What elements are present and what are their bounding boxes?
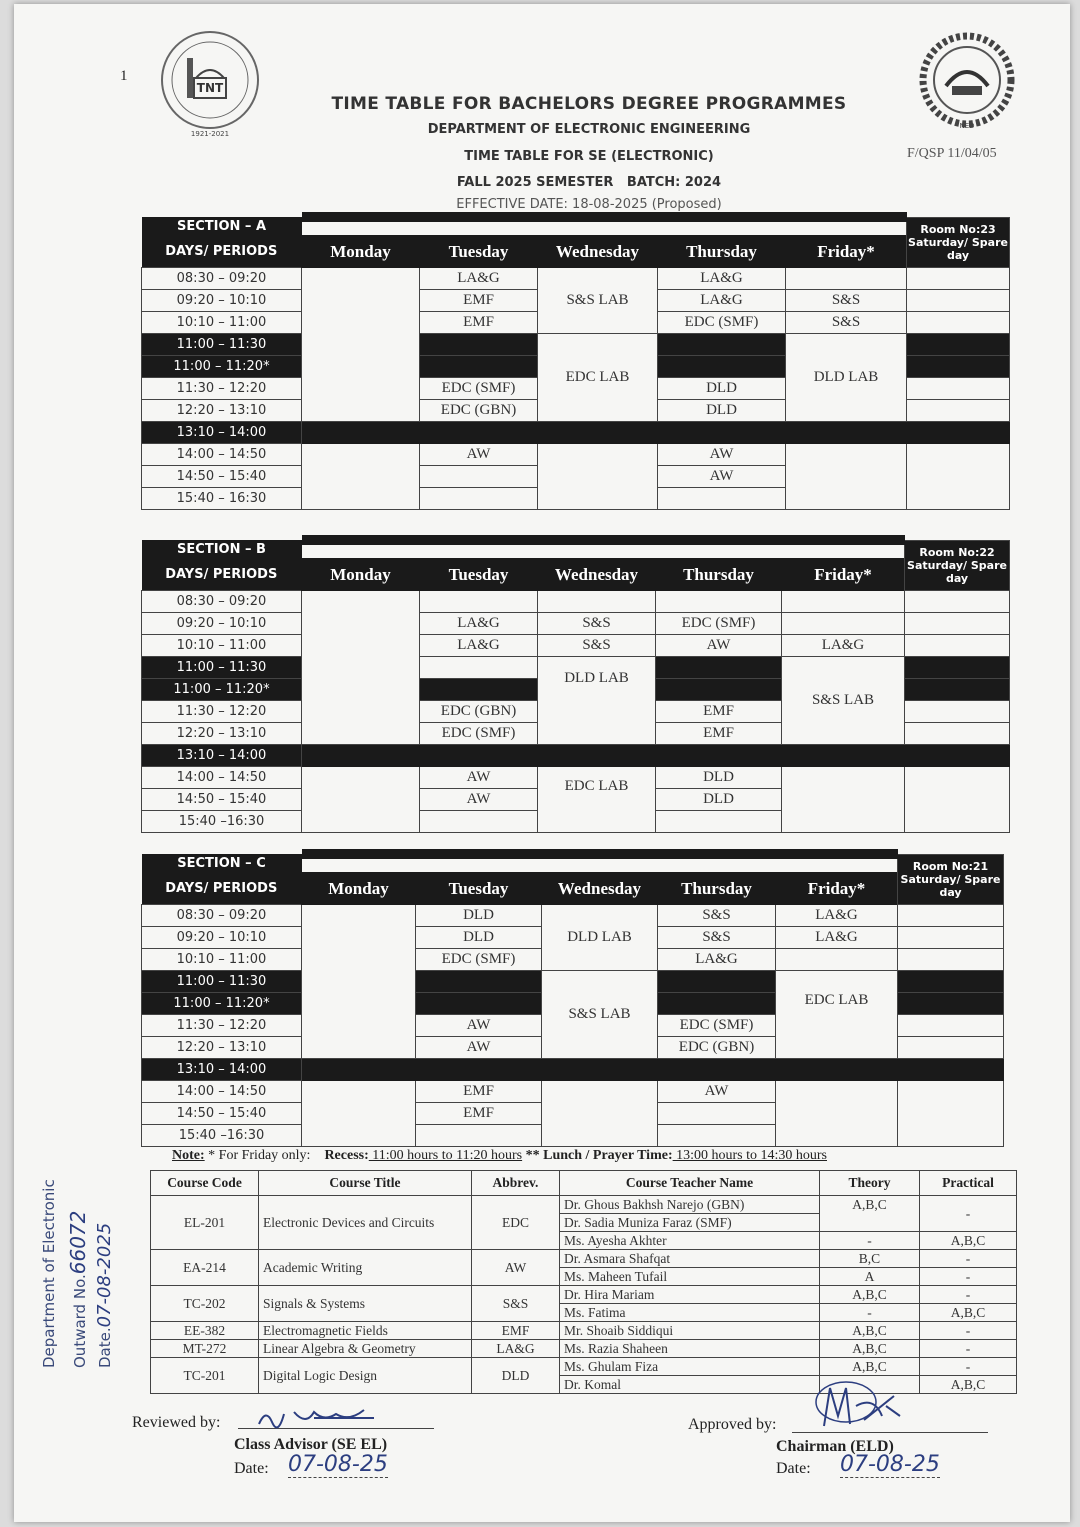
class-cell: LA&G <box>420 613 538 635</box>
day-tuesday: Tuesday <box>420 235 538 268</box>
day-friday: Friday* <box>786 235 907 268</box>
lab-cell: DLD LAB <box>542 905 658 971</box>
class-cell: AW <box>420 767 538 789</box>
spare-cell <box>905 723 1010 745</box>
break-time: 11:00 – 11:30 <box>142 971 302 993</box>
class-cell: LA&G <box>658 268 786 290</box>
class-cell: AW <box>658 1081 776 1103</box>
spare-cell <box>907 312 1010 334</box>
course-title: Electromagnetic Fields <box>259 1322 472 1340</box>
time-slot: 08:30 – 09:20 <box>142 591 302 613</box>
document-page <box>14 4 1070 1522</box>
class-cell: S&S <box>658 905 776 927</box>
outward-stamp <box>40 1154 120 1374</box>
break-cell <box>656 679 782 701</box>
spare-cell <box>905 591 1010 613</box>
teacher-name: Dr. Asmara Shafqat <box>560 1250 820 1268</box>
col-course-title: Course Title <box>259 1171 472 1196</box>
class-cell: LA&G <box>658 949 776 971</box>
university-logo-left <box>154 28 266 145</box>
class-cell <box>542 1081 658 1147</box>
theory-sections: - <box>820 1304 920 1322</box>
class-cell: EMF <box>656 701 782 723</box>
spare-cell <box>907 378 1010 400</box>
col-theory: Theory <box>820 1171 920 1196</box>
class-cell: AW <box>658 444 786 466</box>
class-cell <box>420 466 538 488</box>
lunch-row <box>302 422 1010 444</box>
practical-sections: - <box>920 1250 1017 1268</box>
practical-sections: - <box>920 1196 1017 1232</box>
break-cell <box>658 334 786 356</box>
class-cell: AW <box>656 635 782 657</box>
class-cell <box>656 811 782 833</box>
teacher-name: Dr. Hira Mariam <box>560 1286 820 1304</box>
class-cell: EDC (GBN) <box>420 400 538 422</box>
class-cell: S&S <box>538 613 656 635</box>
class-cell: LA&G <box>420 635 538 657</box>
break-cell <box>656 657 782 679</box>
section-b-room: Room No:22 Saturday/ Spare day <box>905 540 1010 591</box>
section-b-timetable <box>141 535 1010 833</box>
note-friday: * For Friday only: <box>204 1148 311 1163</box>
logo-left-year: 1921-2021 <box>190 130 230 138</box>
teacher-name: Ms. Ghulam Fiza <box>560 1358 820 1376</box>
time-slot: 10:10 – 11:00 <box>142 635 302 657</box>
section-c-timetable <box>141 849 1004 1147</box>
page-number: 1 <box>120 68 128 84</box>
spare-cell <box>905 613 1010 635</box>
break-time: 11:00 – 11:30 <box>142 657 302 679</box>
approver-date: 07-08-25 <box>840 1452 940 1477</box>
days-periods-label: DAYS/ PERIODS <box>142 872 302 905</box>
time-slot: 10:10 – 11:00 <box>142 949 302 971</box>
lab-cell: DLD LAB <box>786 334 907 422</box>
class-cell: S&S <box>786 312 907 334</box>
class-cell <box>658 1103 776 1125</box>
stamp-date: Date.07-08-2025 <box>94 1222 115 1368</box>
course-row <box>151 1250 1017 1268</box>
day-thursday: Thursday <box>658 872 776 905</box>
monday-cell <box>302 444 420 510</box>
class-cell: LA&G <box>658 290 786 312</box>
break-cell <box>416 993 542 1015</box>
time-slot: 11:30 – 12:20 <box>142 1015 302 1037</box>
break-cell <box>658 993 776 1015</box>
course-row <box>151 1358 1017 1376</box>
course-table <box>150 1170 1017 1394</box>
practical-sections: - <box>920 1340 1017 1358</box>
approver-role: Chairman (ELD) <box>776 1438 894 1455</box>
class-cell: DLD <box>658 400 786 422</box>
class-cell: EDC (SMF) <box>420 378 538 400</box>
break-cell <box>658 356 786 378</box>
break-cell <box>898 971 1004 993</box>
day-wednesday: Wednesday <box>538 558 656 591</box>
reviewer-date: 07-08-25 <box>288 1452 388 1477</box>
course-row <box>151 1322 1017 1340</box>
time-slot: 14:00 – 14:50 <box>142 444 302 466</box>
break-cell <box>658 971 776 993</box>
monday-cell <box>302 268 420 422</box>
break-cell <box>905 679 1010 701</box>
monday-cell <box>302 767 420 833</box>
time-slot: 08:30 – 09:20 <box>142 905 302 927</box>
class-cell: AW <box>658 466 786 488</box>
timing-note <box>172 1148 827 1164</box>
teacher-name: Ms. Maheen Tufail <box>560 1268 820 1286</box>
class-cell <box>776 949 898 971</box>
break-time: 11:00 – 11:30 <box>142 334 302 356</box>
day-thursday: Thursday <box>658 235 786 268</box>
class-cell: EDC (GBN) <box>658 1037 776 1059</box>
theory-sections: B,C <box>820 1250 920 1268</box>
spare-cell <box>898 949 1004 971</box>
time-slot: 08:30 – 09:20 <box>142 268 302 290</box>
course-abbr: LA&G <box>472 1340 560 1358</box>
practical-sections: - <box>920 1358 1017 1376</box>
day-tuesday: Tuesday <box>420 558 538 591</box>
course-code: TC-202 <box>151 1286 259 1322</box>
time-slot: 09:20 – 10:10 <box>142 290 302 312</box>
class-cell <box>538 444 658 510</box>
theory-sections: A,B,C <box>820 1286 920 1304</box>
days-periods-label: DAYS/ PERIODS <box>142 558 302 591</box>
class-cell <box>786 444 907 510</box>
lab-cell: EDC LAB <box>538 767 656 833</box>
class-cell: EMF <box>416 1081 542 1103</box>
lunch-time-note: 13:00 hours to 14:30 hours <box>672 1148 827 1163</box>
class-cell: DLD <box>658 378 786 400</box>
course-row <box>151 1196 1017 1214</box>
course-title: Academic Writing <box>259 1250 472 1286</box>
practical-sections: - <box>920 1286 1017 1304</box>
class-cell <box>538 591 656 613</box>
form-code: F/QSP 11/04/05 <box>907 146 997 161</box>
logo-left-text: TNT <box>196 81 224 95</box>
col-abbrev: Abbrev. <box>472 1171 560 1196</box>
monday-cell <box>302 1081 416 1147</box>
logo-right-text: NED <box>959 122 975 130</box>
day-wednesday: Wednesday <box>538 235 658 268</box>
class-cell <box>658 1125 776 1147</box>
class-cell: EMF <box>420 312 538 334</box>
spare-cell <box>907 290 1010 312</box>
course-row <box>151 1286 1017 1304</box>
class-cell: EDC (SMF) <box>420 723 538 745</box>
document-title: TIME TABLE FOR BACHELORS DEGREE PROGRAMMES <box>331 94 847 114</box>
monday-cell <box>302 905 416 1059</box>
break-time-friday: 11:00 – 11:20* <box>142 679 302 701</box>
class-cell: EDC (SMF) <box>658 312 786 334</box>
days-periods-label: DAYS/ PERIODS <box>142 235 302 268</box>
class-cell: EDC (SMF) <box>658 1015 776 1037</box>
class-cell: LA&G <box>776 905 898 927</box>
day-thursday: Thursday <box>656 558 782 591</box>
recess-time: 11:00 hours to 11:20 hours <box>368 1148 523 1163</box>
stamp-outward: Outward No.66072 <box>66 1210 90 1368</box>
theory-sections: A,B,C <box>820 1340 920 1358</box>
break-time-friday: 11:00 – 11:20* <box>142 993 302 1015</box>
practical-sections: A,B,C <box>920 1376 1017 1394</box>
col-teacher: Course Teacher Name <box>560 1171 820 1196</box>
semester-batch: FALL 2025 SEMESTER BATCH: 2024 <box>456 175 722 190</box>
break-cell <box>907 356 1010 378</box>
lunch-time: 13:10 – 14:00 <box>142 1059 302 1081</box>
section-c-label: SECTION – C <box>142 854 302 872</box>
course-abbr: AW <box>472 1250 560 1286</box>
teacher-name: Ms. Ayesha Akhter <box>560 1232 820 1250</box>
time-slot: 11:30 – 12:20 <box>142 378 302 400</box>
class-cell: S&S <box>786 290 907 312</box>
lab-cell: DLD LAB <box>538 657 656 745</box>
reviewed-by-label: Reviewed by: <box>132 1414 221 1431</box>
reviewer-date-label: Date: <box>234 1460 269 1477</box>
timetable-subtitle: TIME TABLE FOR SE (ELECTRONIC) <box>464 149 714 164</box>
theory-sections: - <box>820 1232 920 1250</box>
lab-cell: S&S LAB <box>542 971 658 1059</box>
class-cell <box>656 591 782 613</box>
class-cell <box>786 268 907 290</box>
spare-cell <box>898 1015 1004 1037</box>
class-cell <box>782 613 905 635</box>
lab-cell: EDC LAB <box>776 971 898 1059</box>
spare-cell <box>898 927 1004 949</box>
time-slot: 14:50 – 15:40 <box>142 1103 302 1125</box>
teacher-name: Ms. Fatima <box>560 1304 820 1322</box>
day-tuesday: Tuesday <box>416 872 542 905</box>
col-course-code: Course Code <box>151 1171 259 1196</box>
day-monday: Monday <box>302 872 416 905</box>
lab-cell: S&S LAB <box>538 268 658 334</box>
course-abbr: EMF <box>472 1322 560 1340</box>
break-cell <box>907 334 1010 356</box>
theory-sections: A <box>820 1268 920 1286</box>
time-slot: 09:20 – 10:10 <box>142 613 302 635</box>
break-cell <box>420 356 538 378</box>
course-abbr: S&S <box>472 1286 560 1322</box>
time-slot: 14:50 – 15:40 <box>142 789 302 811</box>
class-cell <box>420 657 538 679</box>
spare-cell <box>907 400 1010 422</box>
class-cell <box>420 488 538 510</box>
break-cell <box>420 679 538 701</box>
spare-cell <box>905 701 1010 723</box>
spare-cell <box>905 635 1010 657</box>
practical-sections: - <box>920 1322 1017 1340</box>
day-friday: Friday* <box>782 558 905 591</box>
time-slot: 12:20 – 13:10 <box>142 400 302 422</box>
time-slot: 12:20 – 13:10 <box>142 723 302 745</box>
time-slot: 15:40 – 16:30 <box>142 488 302 510</box>
course-abbr: EDC <box>472 1196 560 1250</box>
class-cell: S&S <box>538 635 656 657</box>
class-cell <box>782 591 905 613</box>
department-name: DEPARTMENT OF ELECTRONIC ENGINEERING <box>427 122 751 137</box>
course-title: Digital Logic Design <box>259 1358 472 1394</box>
section-a-timetable <box>141 212 1010 510</box>
course-title: Linear Algebra & Geometry <box>259 1340 472 1358</box>
class-cell: AW <box>420 789 538 811</box>
class-cell: S&S <box>658 927 776 949</box>
reviewer-signature-icon <box>254 1404 404 1430</box>
class-cell: EDC (SMF) <box>416 949 542 971</box>
class-cell: DLD <box>656 767 782 789</box>
monday-cell <box>302 591 420 745</box>
approver-date-label: Date: <box>776 1460 811 1477</box>
section-a-label: SECTION – A <box>142 217 302 235</box>
lab-cell: EDC LAB <box>538 334 658 422</box>
lunch-label: ** Lunch / Prayer Time: <box>525 1148 673 1163</box>
class-cell: LA&G <box>776 927 898 949</box>
lunch-time: 13:10 – 14:00 <box>142 745 302 767</box>
class-cell: EMF <box>656 723 782 745</box>
class-cell: AW <box>416 1015 542 1037</box>
class-cell: DLD <box>416 927 542 949</box>
class-cell: DLD <box>416 905 542 927</box>
recess-label: Recess: <box>324 1148 369 1163</box>
course-code: MT-272 <box>151 1340 259 1358</box>
time-slot: 14:00 – 14:50 <box>142 1081 302 1103</box>
spare-cell <box>907 268 1010 290</box>
class-cell: DLD <box>656 789 782 811</box>
break-cell <box>420 334 538 356</box>
class-cell: LA&G <box>420 268 538 290</box>
practical-sections: A,B,C <box>920 1304 1017 1322</box>
university-logo-right <box>912 30 1022 145</box>
break-time-friday: 11:00 – 11:20* <box>142 356 302 378</box>
time-slot: 12:20 – 13:10 <box>142 1037 302 1059</box>
section-c-room: Room No:21 Saturday/ Spare day <box>898 854 1004 905</box>
time-slot: 10:10 – 11:00 <box>142 312 302 334</box>
spare-cell <box>898 1037 1004 1059</box>
theory-sections: A,B,C <box>820 1196 920 1232</box>
class-cell: LA&G <box>782 635 905 657</box>
teacher-name: Dr. Sadia Muniza Faraz (SMF) <box>560 1214 820 1232</box>
lunch-time: 13:10 – 14:00 <box>142 422 302 444</box>
stamp-department: Department of Electronic <box>40 1179 58 1368</box>
course-code: EE-382 <box>151 1322 259 1340</box>
teacher-name: Mr. Shoaib Siddiqui <box>560 1322 820 1340</box>
teacher-name: Ms. Razia Shaheen <box>560 1340 820 1358</box>
spare-cell <box>907 444 1010 510</box>
time-slot: 14:00 – 14:50 <box>142 767 302 789</box>
spare-cell <box>905 767 1010 833</box>
course-code: TC-201 <box>151 1358 259 1394</box>
lunch-row <box>302 745 1010 767</box>
class-cell <box>420 591 538 613</box>
break-cell <box>905 657 1010 679</box>
class-cell <box>658 488 786 510</box>
effective-date: EFFECTIVE DATE: 18-08-2025 (Proposed) <box>456 197 722 212</box>
class-cell: EMF <box>416 1103 542 1125</box>
theory-sections: A,B,C <box>820 1358 920 1376</box>
time-slot: 09:20 – 10:10 <box>142 927 302 949</box>
course-abbr: DLD <box>472 1358 560 1394</box>
class-cell <box>776 1081 898 1147</box>
class-cell <box>782 767 905 833</box>
practical-sections: - <box>920 1268 1017 1286</box>
time-slot: 15:40 –16:30 <box>142 1125 302 1147</box>
day-friday: Friday* <box>776 872 898 905</box>
theory-sections: A,B,C <box>820 1322 920 1340</box>
day-wednesday: Wednesday <box>542 872 658 905</box>
course-code: EA-214 <box>151 1250 259 1286</box>
section-b-label: SECTION – B <box>142 540 302 558</box>
teacher-name: Dr. Ghous Bakhsh Narejo (GBN) <box>560 1196 820 1214</box>
approved-by-label: Approved by: <box>688 1416 777 1433</box>
teacher-name: Dr. Komal <box>560 1376 820 1394</box>
lunch-row <box>302 1059 1004 1081</box>
reviewer-role: Class Advisor (SE EL) <box>234 1436 388 1453</box>
section-a-room: Room No:23 Saturday/ Spare day <box>907 217 1010 268</box>
time-slot: 11:30 – 12:20 <box>142 701 302 723</box>
break-cell <box>898 993 1004 1015</box>
course-title: Electronic Devices and Circuits <box>259 1196 472 1250</box>
break-cell <box>416 971 542 993</box>
col-practical: Practical <box>920 1171 1017 1196</box>
approver-signature-icon <box>804 1376 914 1436</box>
course-code: EL-201 <box>151 1196 259 1250</box>
class-cell: AW <box>416 1037 542 1059</box>
time-slot: 15:40 –16:30 <box>142 811 302 833</box>
time-slot: 14:50 – 15:40 <box>142 466 302 488</box>
spare-cell <box>898 905 1004 927</box>
class-cell: EDC (SMF) <box>656 613 782 635</box>
class-cell: EMF <box>420 290 538 312</box>
spare-cell <box>898 1081 1004 1147</box>
class-cell <box>420 811 538 833</box>
lab-cell: S&S LAB <box>782 657 905 745</box>
class-cell: AW <box>420 444 538 466</box>
course-title: Signals & Systems <box>259 1286 472 1322</box>
practical-sections: A,B,C <box>920 1232 1017 1250</box>
day-monday: Monday <box>302 558 420 591</box>
class-cell <box>416 1125 542 1147</box>
course-row <box>151 1340 1017 1358</box>
note-label: Note: <box>172 1148 205 1163</box>
day-monday: Monday <box>302 235 420 268</box>
class-cell: EDC (GBN) <box>420 701 538 723</box>
